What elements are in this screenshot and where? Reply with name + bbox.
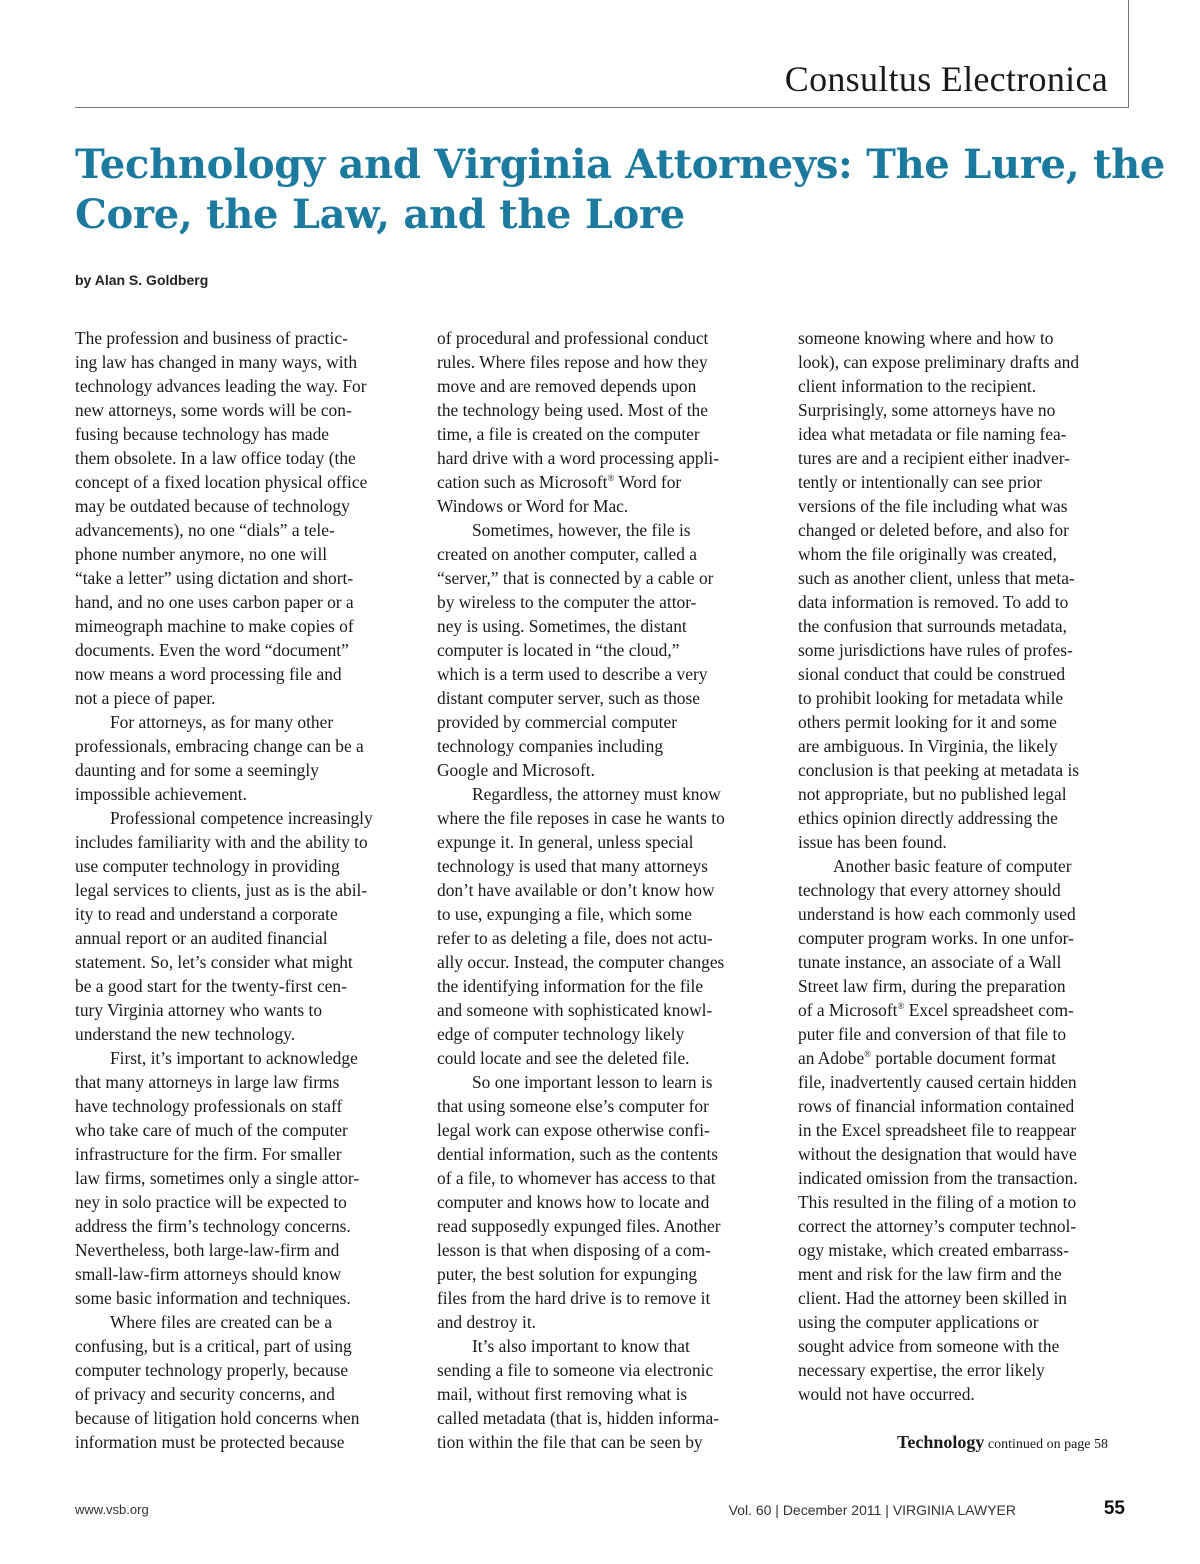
text-line: tion within the file that can be seen by (437, 1432, 703, 1452)
text-line: because of litigation hold concerns when (75, 1408, 360, 1428)
text-line: may be outdated because of technology (75, 496, 350, 516)
text-line: advancements), no one “dials” a tele- (75, 520, 335, 540)
text-line: impossible achievement. (75, 784, 247, 804)
text-line: technology is used that many attorneys (437, 856, 708, 876)
text-line: to use, expunging a file, which some (437, 904, 693, 924)
text-line: hand, and no one uses carbon paper or a (75, 592, 354, 612)
text-line: concept of a fixed location physical office (75, 472, 368, 492)
header-rule (75, 107, 1129, 108)
text-line: tunate instance, an associate of a Wall (798, 952, 1062, 972)
text-line: them obsolete. In a law office today (the (75, 448, 356, 468)
continued-note (897, 1432, 1108, 1453)
text-line: mimeograph machine to make copies of (75, 616, 354, 636)
text-line: “server,” that is connected by a cable or (437, 568, 714, 588)
text-line: files from the hard drive is to remove it (437, 1288, 711, 1308)
text-line: new attorneys, some words will be con- (75, 400, 352, 420)
text-line: Street law firm, during the preparation (798, 976, 1066, 996)
text-line: cation such as Microsoft® Word for (437, 472, 682, 492)
text-line: understand is how each commonly used (798, 904, 1076, 924)
text-line: ney in solo practice will be expected to (75, 1192, 347, 1212)
text-line: others permit looking for it and some (798, 712, 1057, 732)
text-line: mail, without first removing what is (437, 1384, 688, 1404)
text-line: someone knowing where and how to (798, 328, 1054, 348)
text-line: understand the new technology. (75, 1024, 296, 1044)
text-line: lesson is that when disposing of a com- (437, 1240, 711, 1260)
text-line: now means a word processing file and (75, 664, 342, 684)
text-line: So one important lesson to learn is (472, 1072, 713, 1092)
text-line: law firms, sometimes only a single attor- (75, 1168, 360, 1188)
text-line: distant computer server, such as those (437, 688, 700, 708)
text-line: which is a term used to describe a very (437, 664, 708, 684)
text-line: daunting and for some a seemingly (75, 760, 319, 780)
text-line: computer technology properly, because (75, 1360, 349, 1380)
body-column-3 (798, 326, 1128, 1406)
text-line: Google and Microsoft. (437, 760, 595, 780)
text-line: legal services to clients, just as is the abil- (75, 880, 368, 900)
body-column-2 (437, 326, 767, 1454)
text-line: don’t have available or don’t know how (437, 880, 715, 900)
text-line: that many attorneys in large law firms (75, 1072, 340, 1092)
text-line: This resulted in the filing of a motion to (798, 1192, 1077, 1212)
text-line: First, it’s important to acknowledge (110, 1048, 358, 1068)
text-line: using the computer applications or (798, 1312, 1039, 1332)
text-line: and destroy it. (437, 1312, 537, 1332)
text-line: some jurisdictions have rules of profes- (798, 640, 1073, 660)
text-line: of a Microsoft® Excel spreadsheet com- (798, 1000, 1074, 1020)
text-line: ney is using. Sometimes, the distant (437, 616, 687, 636)
text-line: legal work can expose otherwise confi- (437, 1120, 710, 1140)
text-line: ity to read and understand a corporate (75, 904, 338, 924)
text-line: hard drive with a word processing appli- (437, 448, 720, 468)
text-line: that using someone else’s computer for (437, 1096, 709, 1116)
text-line: annual report or an audited financial (75, 928, 328, 948)
text-line: The profession and business of practic- (75, 328, 348, 348)
text-line: address the firm’s technology concerns. (75, 1216, 351, 1236)
text-line: read supposedly expunged files. Another (437, 1216, 721, 1236)
text-line: sending a file to someone via electronic (437, 1360, 714, 1380)
text-line: refer to as deleting a file, does not actu- (437, 928, 713, 948)
text-line: without the designation that would have (798, 1144, 1077, 1164)
text-line: rules. Where files repose and how they (437, 352, 708, 372)
text-line: created on another computer, called a (437, 544, 698, 564)
text-line: some basic information and techniques. (75, 1288, 351, 1308)
text-line: of privacy and security concerns, and (75, 1384, 335, 1404)
text-line: such as another client, unless that meta- (798, 568, 1075, 588)
text-line: of a file, to whomever has access to that (437, 1168, 716, 1188)
text-line: indicated omission from the transaction. (798, 1168, 1078, 1188)
text-line: infrastructure for the firm. For smaller (75, 1144, 342, 1164)
text-line: called metadata (that is, hidden informa- (437, 1408, 720, 1428)
text-line: documents. Even the word “document” (75, 640, 349, 660)
text-line: ogy mistake, which created embarrass- (798, 1240, 1069, 1260)
text-line: not a piece of paper. (75, 688, 216, 708)
byline: by Alan S. Goldberg (75, 272, 209, 288)
footer-url: www.vsb.org (75, 1502, 149, 1517)
text-line: to prohibit looking for metadata while (798, 688, 1064, 708)
text-line: the technology being used. Most of the (437, 400, 708, 420)
text-line: and someone with sophisticated knowl- (437, 1000, 713, 1020)
text-line: move and are removed depends upon (437, 376, 697, 396)
header-vertical-rule (1128, 0, 1129, 108)
text-line: ment and risk for the law firm and the (798, 1264, 1062, 1284)
text-line: of procedural and professional conduct (437, 328, 709, 348)
text-line: information must be protected because (75, 1432, 345, 1452)
text-line: look), can expose preliminary drafts and (798, 352, 1080, 372)
text-line: have technology professionals on staff (75, 1096, 343, 1116)
text-line: edge of computer technology likely (437, 1024, 685, 1044)
text-line: tures are and a recipient either inadver- (798, 448, 1070, 468)
continued-keyword: Technology (897, 1432, 985, 1452)
text-line: sional conduct that could be construed (798, 664, 1066, 684)
text-line: computer and knows how to locate and (437, 1192, 710, 1212)
text-line: Sometimes, however, the file is (472, 520, 691, 540)
text-line: not appropriate, but no published legal (798, 784, 1067, 804)
text-line: Regardless, the attorney must know (472, 784, 721, 804)
text-line: versions of the file including what was (798, 496, 1068, 516)
text-line: idea what metadata or file naming fea- (798, 424, 1067, 444)
article-title-line: Core, the Law, and the Lore (75, 191, 685, 238)
text-line: file, inadvertently caused certain hidden (798, 1072, 1077, 1092)
continued-text: continued on page 58 (987, 1437, 1108, 1452)
text-line: puter file and conversion of that file to (798, 1024, 1067, 1044)
text-line: by wireless to the computer the attor- (437, 592, 697, 612)
text-line: are ambiguous. In Virginia, the likely (798, 736, 1058, 756)
text-line: small-law-firm attorneys should know (75, 1264, 342, 1284)
text-line: fusing because technology has made (75, 424, 330, 444)
text-line: where the file reposes in case he wants to (437, 808, 725, 828)
text-line: the confusion that surrounds metadata, (798, 616, 1068, 636)
section-title: Consultus Electronica (784, 59, 1108, 99)
text-line: necessary expertise, the error likely (798, 1360, 1045, 1380)
text-line: technology advances leading the way. For (75, 376, 367, 396)
text-line: Windows or Word for Mac. (437, 496, 629, 516)
text-line: client. Had the attorney been skilled in (798, 1288, 1067, 1308)
body-column-1 (75, 326, 405, 1454)
text-line: could locate and see the deleted file. (437, 1048, 690, 1068)
text-line: sought advice from someone with the (798, 1336, 1060, 1356)
text-line: would not have occurred. (798, 1384, 975, 1404)
text-line: professionals, embracing change can be a (75, 736, 364, 756)
text-line: statement. So, let’s consider what might (75, 952, 353, 972)
text-line: ally occur. Instead, the computer changes (437, 952, 725, 972)
text-line: “take a letter” using dictation and short- (75, 568, 354, 588)
text-line: data information is removed. To add to (798, 592, 1069, 612)
text-line: phone number anymore, no one will (75, 544, 328, 564)
text-line: changed or deleted before, and also for (798, 520, 1069, 540)
text-line: issue has been found. (798, 832, 947, 852)
text-line: time, a file is created on the computer (437, 424, 700, 444)
article-title (75, 140, 1166, 240)
text-line: computer is located in “the cloud,” (437, 640, 680, 660)
text-line: ing law has changed in many ways, with (75, 352, 358, 372)
text-line: Where files are created can be a (110, 1312, 333, 1332)
text-line: provided by commercial computer (437, 712, 678, 732)
text-line: tury Virginia attorney who wants to (75, 1000, 323, 1020)
text-line: the identifying information for the file (437, 976, 704, 996)
text-line: in the Excel spreadsheet file to reappear (798, 1120, 1077, 1140)
text-line: technology companies including (437, 736, 664, 756)
text-line: Nevertheless, both large-law-firm and (75, 1240, 340, 1260)
article-title-line: Technology and Virginia Attorneys: The Lure, the (75, 141, 1166, 188)
text-line: expunge it. In general, unless special (437, 832, 694, 852)
text-line: puter, the best solution for expunging (437, 1264, 698, 1284)
text-line: For attorneys, as for many other (110, 712, 334, 732)
text-line: who take care of much of the computer (75, 1120, 348, 1140)
text-line: be a good start for the twenty-first cen- (75, 976, 347, 996)
text-line: client information to the recipient. (798, 376, 1037, 396)
text-line: ethics opinion directly addressing the (798, 808, 1058, 828)
text-line: Professional competence increasingly (110, 808, 373, 828)
text-line: use computer technology in providing (75, 856, 340, 876)
text-line: confusing, but is a critical, part of using (75, 1336, 352, 1356)
text-line: It’s also important to know that (472, 1336, 690, 1356)
footer-issue-info: Vol. 60 | December 2011 | VIRGINIA LAWYER (728, 1502, 1016, 1518)
text-line: technology that every attorney should (798, 880, 1061, 900)
text-line: computer program works. In one unfor- (798, 928, 1074, 948)
text-line: conclusion is that peeking at metadata is (798, 760, 1080, 780)
text-line: Surprisingly, some attorneys have no (798, 400, 1056, 420)
text-line: an Adobe® portable document format (798, 1048, 1056, 1068)
page-number: 55 (1103, 1498, 1125, 1519)
text-line: correct the attorney’s computer technol- (798, 1216, 1077, 1236)
text-line: tently or intentionally can see prior (798, 472, 1042, 492)
text-line: whom the file originally was created, (798, 544, 1057, 564)
text-line: rows of financial information contained (798, 1096, 1075, 1116)
text-line: dential information, such as the contents (437, 1144, 719, 1164)
text-line: Another basic feature of computer (833, 856, 1072, 876)
text-line: includes familiarity with and the ability to (75, 832, 368, 852)
